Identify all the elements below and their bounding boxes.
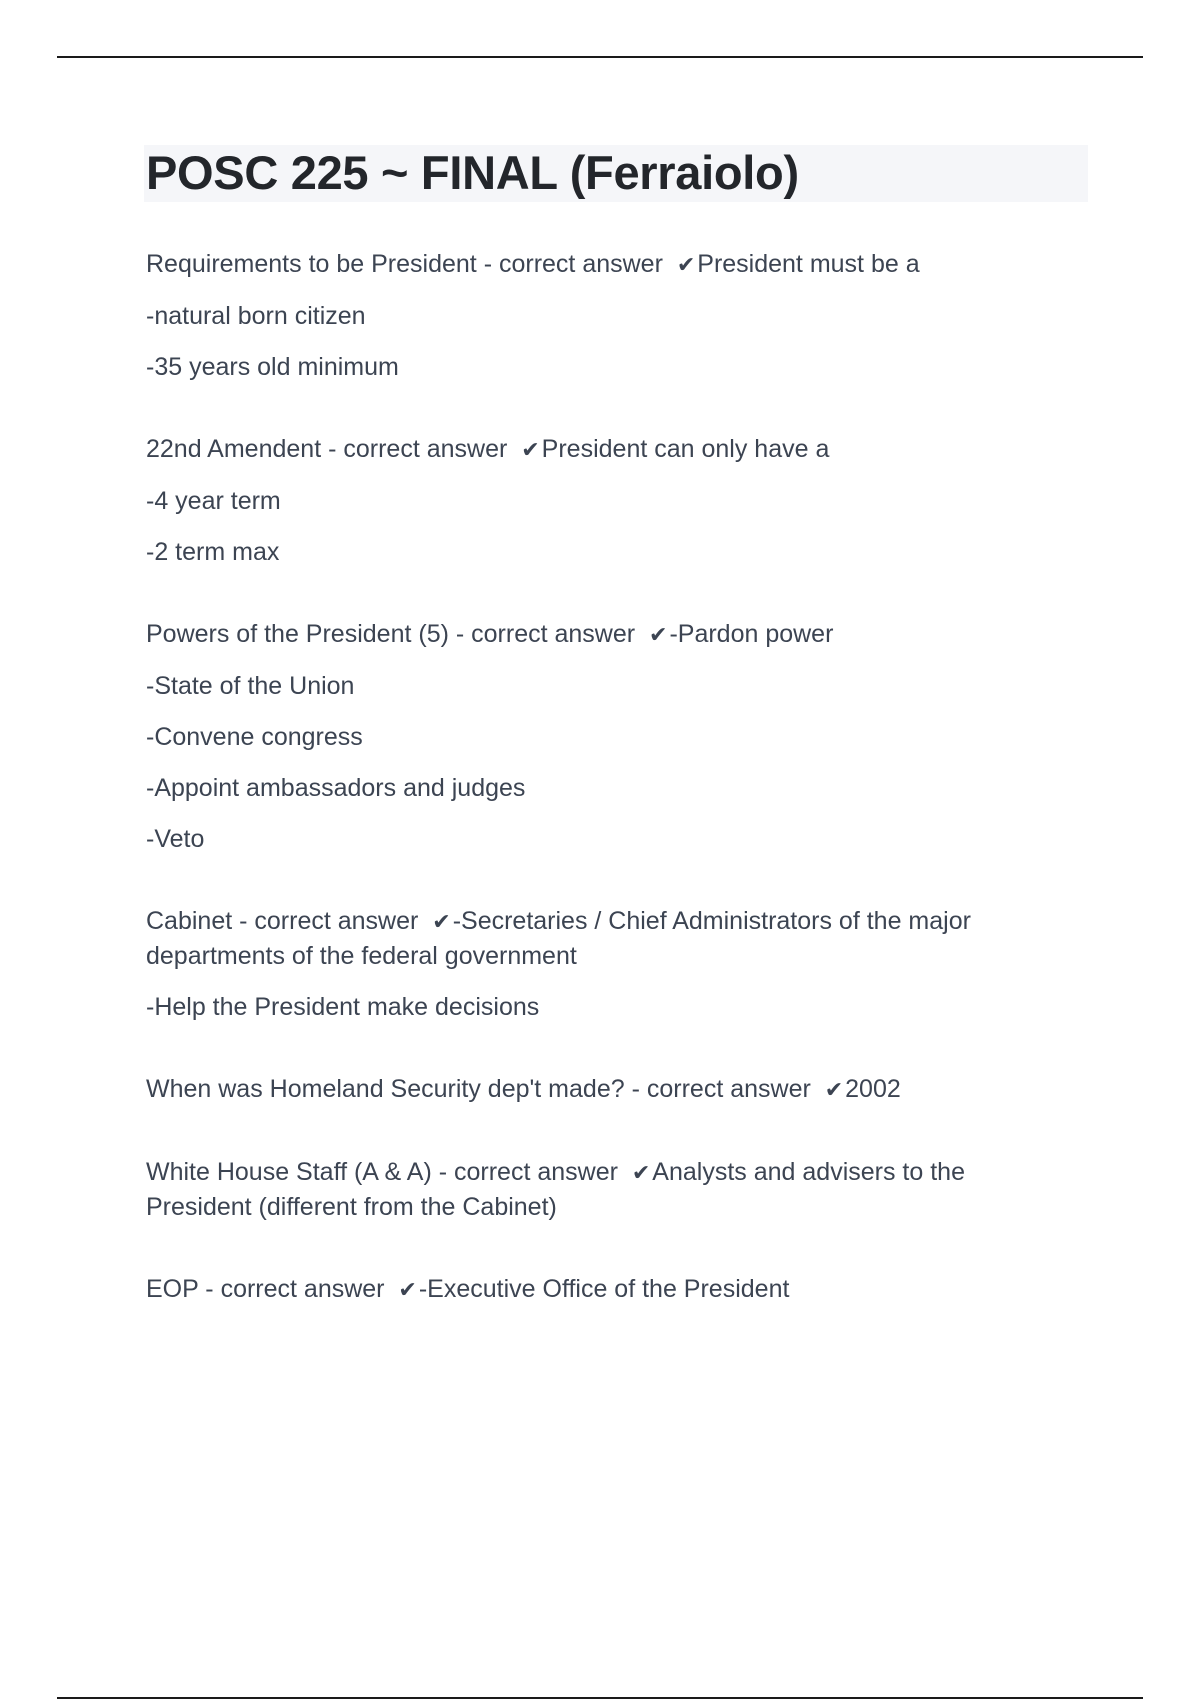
- checkmark-icon: ✔: [631, 1160, 651, 1185]
- checkmark-icon: ✔: [676, 252, 696, 277]
- answer-line: -State of the Union: [146, 672, 355, 700]
- answer-first-line: -Secretaries / Chief Administrators of the major departments of the federal government: [146, 907, 971, 970]
- flashcard: [146, 1272, 1076, 1307]
- flashcard-question-line: 22nd Amendent - correct answer ✔President can only have a: [146, 435, 830, 463]
- answer-first-line: -Executive Office of the President: [418, 1275, 790, 1303]
- flashcard-list: [146, 247, 1076, 1307]
- answer-line: -4 year term: [146, 487, 281, 515]
- answer-line: -2 term max: [146, 538, 280, 566]
- question-text: Requirements to be President: [146, 250, 477, 278]
- question-text: Cabinet: [146, 907, 233, 935]
- answer-line: -Convene congress: [146, 723, 363, 751]
- answer-marker: correct answer: [220, 1275, 385, 1303]
- answer-line: -Help the President make decisions: [146, 993, 540, 1021]
- answer-line: -natural born citizen: [146, 302, 366, 330]
- answer-marker: correct answer: [454, 1158, 618, 1186]
- flashcard-question-line: When was Homeland Security dep't made? - correct answer ✔2002: [146, 1075, 901, 1103]
- question-text: 22nd Amendent: [146, 435, 322, 463]
- flashcard-question-line: EOP - correct answer ✔-Executive Office of the President: [146, 1275, 790, 1303]
- question-text: Powers of the President (5): [146, 620, 449, 648]
- flashcard: [146, 1155, 1076, 1224]
- answer-line: -35 years old minimum: [146, 353, 399, 381]
- question-text: When was Homeland Security dep't made?: [146, 1075, 625, 1103]
- flashcard: [146, 432, 1076, 569]
- top-rule: [57, 56, 1143, 58]
- flashcard: [146, 1072, 1076, 1107]
- answer-marker: correct answer: [471, 620, 636, 648]
- flashcard-question-line: Requirements to be President - correct answer ✔President must be a: [146, 250, 920, 278]
- question-text: White House Staff (A & A): [146, 1158, 432, 1186]
- flashcard-question-line: White House Staff (A & A) - correct answer ✔Analysts and advisers to the President (different from the Cabinet): [146, 1158, 965, 1221]
- checkmark-icon: ✔: [649, 622, 668, 647]
- flashcard: [146, 617, 1076, 856]
- checkmark-icon: ✔: [398, 1277, 417, 1302]
- checkmark-icon: ✔: [432, 909, 451, 934]
- flashcard-question-line: Powers of the President (5) - correct answer ✔-Pardon power: [146, 620, 834, 648]
- answer-first-line: Analysts and advisers to the President (different from the Cabinet): [146, 1158, 965, 1221]
- answer-marker: correct answer: [254, 907, 419, 935]
- bottom-rule: [57, 1697, 1143, 1699]
- answer-first-line: President can only have a: [541, 435, 830, 463]
- answer-first-line: -Pardon power: [669, 620, 834, 648]
- flashcard: [146, 247, 1076, 384]
- question-text: EOP: [146, 1275, 199, 1303]
- page-title: POSC 225 ~ FINAL (Ferraiolo): [146, 146, 799, 199]
- flashcard: [146, 904, 1076, 1024]
- answer-line: -Appoint ambassadors and judges: [146, 774, 526, 802]
- answer-first-line: President must be a: [697, 250, 920, 278]
- flashcard-question-line: Cabinet - correct answer ✔-Secretaries / Chief Administrators of the major departments of the federal government: [146, 907, 971, 970]
- answer-marker: correct answer: [343, 435, 508, 463]
- checkmark-icon: ✔: [521, 437, 540, 462]
- answer-line: -Veto: [146, 825, 205, 853]
- checkmark-icon: ✔: [824, 1077, 844, 1102]
- answer-marker: correct answer: [646, 1075, 811, 1103]
- answer-first-line: 2002: [845, 1075, 901, 1103]
- answer-marker: correct answer: [498, 250, 663, 278]
